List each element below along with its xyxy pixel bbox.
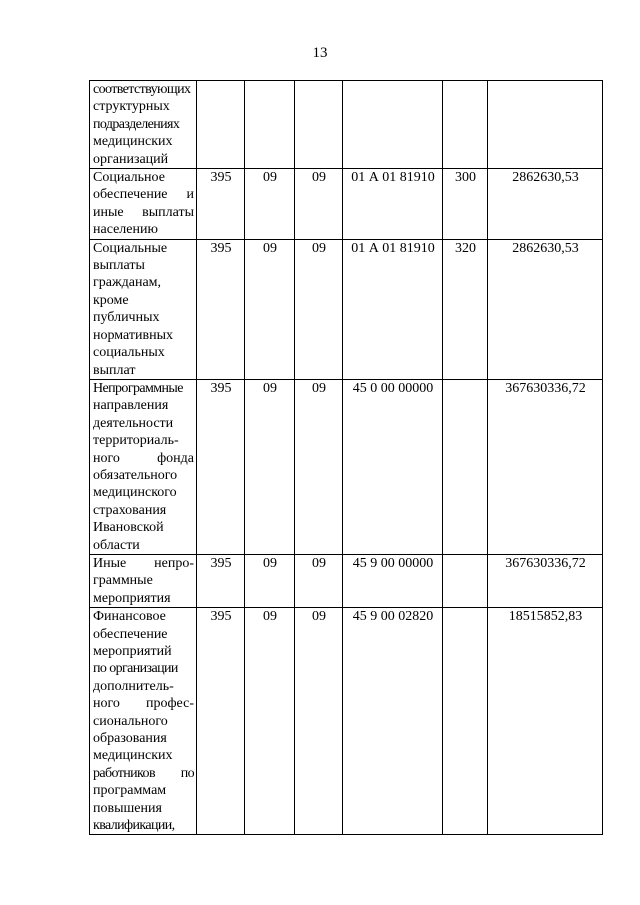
table-row <box>90 554 603 607</box>
table-row <box>90 608 603 835</box>
cell-name <box>90 169 197 240</box>
name-line: территориаль- <box>93 433 179 449</box>
name-line: Финансовое <box>93 609 166 625</box>
cell-section: 09 <box>245 554 295 607</box>
cell-sum: 18515852,83 <box>488 608 603 835</box>
cell-target: 01 А 01 81910 <box>343 239 443 379</box>
cell-admin: 395 <box>197 608 245 835</box>
cell-name <box>90 81 197 169</box>
name-line: программам <box>93 783 167 799</box>
cell-name <box>90 379 197 554</box>
cell-expense <box>443 81 488 169</box>
cell-sum: 367630336,72 <box>488 379 603 554</box>
cell-target: 01 А 01 81910 <box>343 169 443 240</box>
cell-sum: 2862630,53 <box>488 239 603 379</box>
name-line: граммные <box>93 573 153 589</box>
name-line: мероприятия <box>93 590 171 606</box>
name-line: социальных <box>93 345 165 361</box>
name-line: Социальное <box>93 170 165 186</box>
name-line: медицинских <box>93 134 173 150</box>
name-line: организаций <box>93 151 169 167</box>
cell-subsection: 09 <box>295 169 343 240</box>
name-line: направления <box>93 398 169 414</box>
name-line: дополнитель- <box>93 678 174 694</box>
name-line: кроме <box>93 292 129 308</box>
name-line: области <box>93 537 140 553</box>
cell-sum: 367630336,72 <box>488 554 603 607</box>
cell-name <box>90 554 197 607</box>
cell-expense <box>443 554 488 607</box>
name-line: Иные непро- <box>93 555 194 571</box>
cell-name <box>90 608 197 835</box>
cell-section: 09 <box>245 379 295 554</box>
name-line: выплаты <box>93 258 145 274</box>
cell-target <box>343 81 443 169</box>
name-line: ного профес- <box>93 696 194 712</box>
cell-admin: 395 <box>197 554 245 607</box>
name-line: публичных <box>93 310 160 326</box>
cell-target: 45 9 00 02820 <box>343 608 443 835</box>
name-line: медицинских <box>93 748 173 764</box>
name-line: медицинского <box>93 485 177 501</box>
name-line: Социальные <box>93 240 168 256</box>
table-body <box>90 81 603 835</box>
cell-subsection: 09 <box>295 554 343 607</box>
cell-admin <box>197 81 245 169</box>
cell-section: 09 <box>245 608 295 835</box>
cell-expense: 320 <box>443 239 488 379</box>
cell-subsection <box>295 81 343 169</box>
name-line: обеспечение <box>93 626 168 642</box>
name-line: обеспечение и <box>93 187 194 203</box>
name-line: нормативных <box>93 327 174 343</box>
cell-sum: 2862630,53 <box>488 169 603 240</box>
cell-admin: 395 <box>197 379 245 554</box>
table-row <box>90 239 603 379</box>
table-row <box>90 169 603 240</box>
cell-target: 45 0 00 00000 <box>343 379 443 554</box>
page-number: 13 <box>312 45 328 61</box>
cell-sum <box>488 81 603 169</box>
cell-section <box>245 81 295 169</box>
cell-expense <box>443 608 488 835</box>
name-line: деятельности <box>93 415 174 431</box>
name-line: иные выплаты <box>93 204 194 220</box>
cell-subsection: 09 <box>295 379 343 554</box>
cell-subsection: 09 <box>295 239 343 379</box>
cell-section: 09 <box>245 169 295 240</box>
name-line: гражданам, <box>93 275 162 291</box>
name-line: структурных <box>93 99 170 115</box>
cell-name <box>90 239 197 379</box>
name-line: сионального <box>93 713 168 729</box>
name-line: Непрограммные <box>93 380 183 396</box>
name-line: подразделениях <box>93 116 180 132</box>
table-row <box>90 379 603 554</box>
cell-target: 45 9 00 00000 <box>343 554 443 607</box>
name-line: соответствующих <box>93 82 191 97</box>
name-line: по организации <box>93 661 178 677</box>
name-line: обязательного <box>93 467 178 483</box>
name-line: мероприятий <box>93 644 172 659</box>
cell-expense <box>443 379 488 554</box>
name-line: работников по <box>93 765 194 781</box>
cell-admin: 395 <box>197 239 245 379</box>
name-line: Ивановской <box>93 520 164 536</box>
name-line: страхования <box>93 502 167 518</box>
name-line: образования <box>93 731 167 747</box>
cell-admin: 395 <box>197 169 245 240</box>
name-line: ного фонда <box>93 450 194 466</box>
table-row <box>90 81 603 169</box>
cell-subsection: 09 <box>295 608 343 835</box>
name-line: повышения <box>93 800 162 816</box>
budget-table <box>89 80 603 835</box>
cell-expense: 300 <box>443 169 488 240</box>
name-line: населению <box>93 222 158 238</box>
name-line: квалификации, <box>93 818 175 834</box>
cell-section: 09 <box>245 239 295 379</box>
name-line: выплат <box>93 362 136 378</box>
